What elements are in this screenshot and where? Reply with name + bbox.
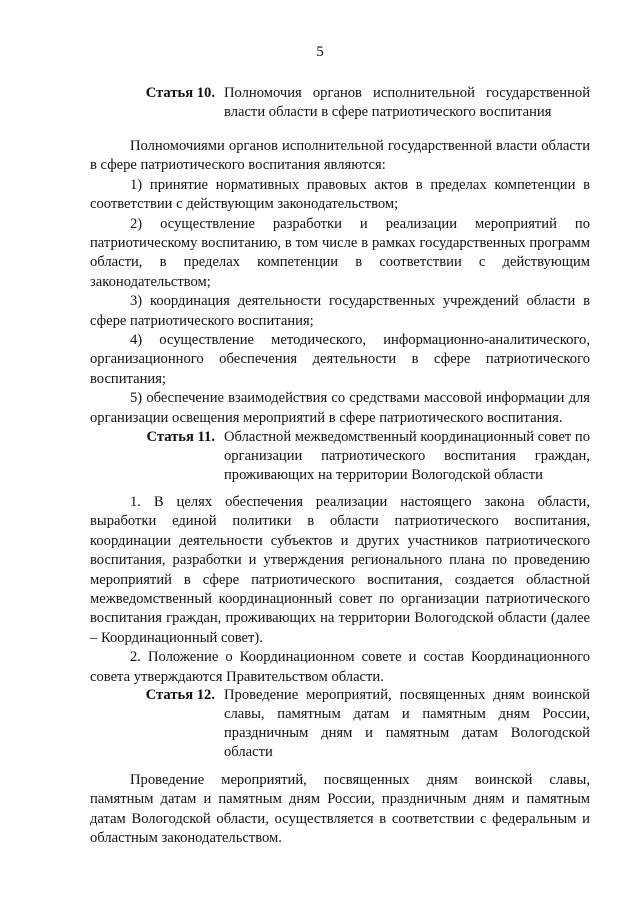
article-10-heading	[90, 84, 590, 122]
paragraph: 1. В целях обеспечения реализации настоящего закона области, выработки единой политики в области патриотического воспитания, координации деятельности субъектов и других участников патриотического воспитания, разработки и утверждения регионального плана по проведению мероприятий в сфере патриотического воспитания, создается областной межведомственный координационный совет по организации патриотического воспитания граждан, проживающих на территории Вологодской области (далее – Координационный совет).	[90, 494, 590, 646]
list-item: 1) принятие нормативных правовых актов в пределах компетенции в соответствии с действующим законодательством;	[90, 176, 590, 213]
article-title: Полномочия органов исполнительной государственной власти области в сфере патриотического воспитания	[224, 85, 590, 120]
article-title: Проведение мероприятий, посвященных дням воинской славы, памятным датам и памятным дням России, праздничным дням и памятным датам Вологодской области	[224, 687, 590, 760]
article-label: Статья 12.	[145, 687, 215, 703]
article-10-body	[90, 137, 590, 428]
list-item: 2) осуществление разработки и реализации мероприятий по патриотическому воспитанию, в том числе в рамках государственных программ области, в пределах компетенции в соответствии с действующим законодательством;	[90, 215, 590, 290]
paragraph: 2. Положение о Координационном совете и состав Координационного совета утверждаются Правительством области.	[90, 649, 590, 685]
list-item: 4) осуществление методического, информационно-аналитического, организационного обеспечения деятельности в сфере патриотического воспитания;	[90, 332, 590, 387]
article-12-heading	[90, 686, 590, 762]
article-12-body	[90, 771, 590, 849]
article-11-heading	[90, 428, 590, 485]
paragraph: Проведение мероприятий, посвященных дням воинской славы, памятным датам и памятным дням России, праздничным дням и памятным датам Вологодской области, осуществляется в соответствии с федеральным и областным законодательством.	[90, 772, 590, 847]
paragraph: Полномочиями органов исполнительной государственной власти области в сфере патриотического воспитания являются:	[90, 138, 590, 174]
article-title: Областной межведомственный координационный совет по организации патриотического воспитания граждан, проживающих на территории Вологодской области	[224, 429, 590, 483]
article-label: Статья 11.	[146, 429, 215, 445]
list-item: 3) координация деятельности государственных учреждений области в сфере патриотического воспитания;	[90, 293, 590, 329]
list-item: 5) обеспечение взаимодействия со средствами массовой информации для организации освещения мероприятий в сфере патриотического воспитания.	[90, 390, 590, 426]
page-number: 5	[316, 44, 324, 60]
article-label: Статья 10.	[145, 85, 215, 101]
article-11-body	[90, 493, 590, 687]
